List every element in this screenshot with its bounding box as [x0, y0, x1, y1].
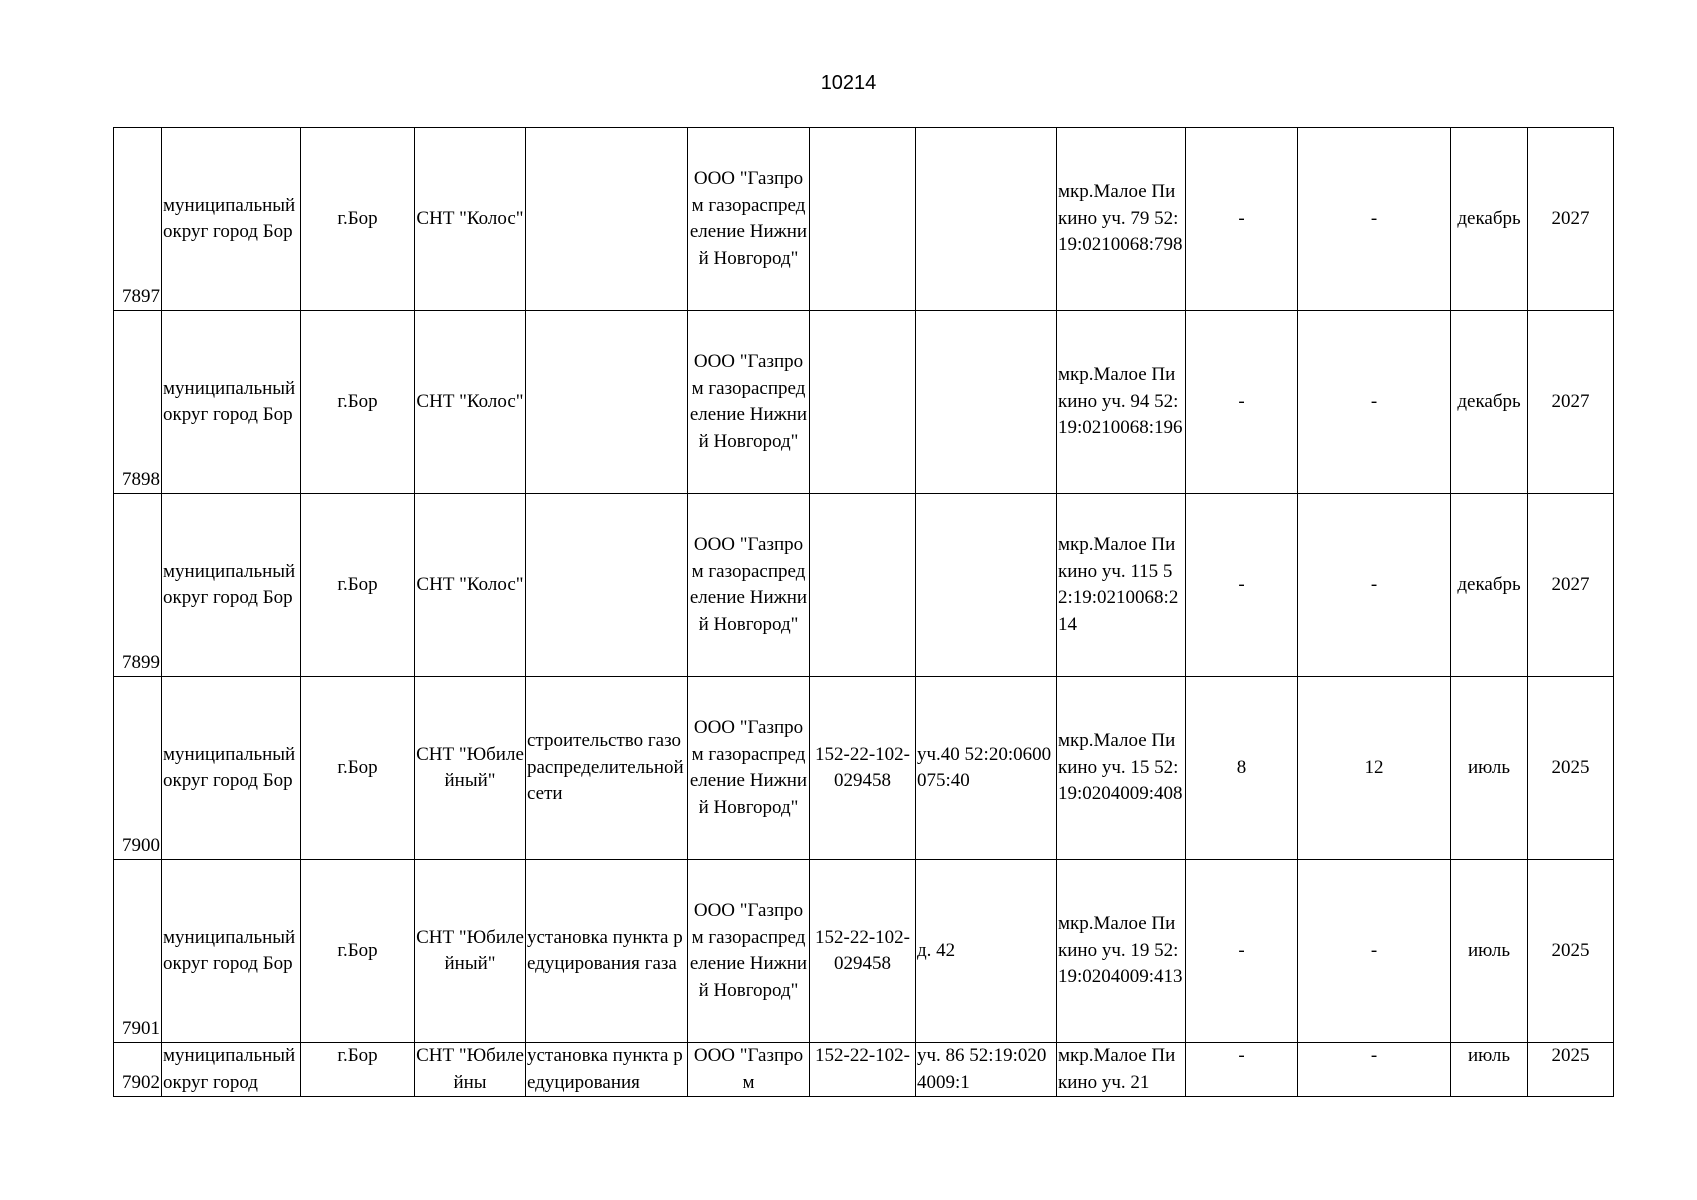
table-row — [114, 128, 1614, 311]
value-1-cell: - — [1186, 311, 1298, 494]
parcel-cell — [916, 128, 1057, 311]
work-type-cell — [526, 494, 688, 677]
city-cell: г.Бор — [301, 1043, 415, 1097]
month-cell: июль — [1451, 1043, 1528, 1097]
organization-cell: ООО "Газпром газораспределение Нижний Новгород" — [688, 311, 810, 494]
parcel-cell — [916, 311, 1057, 494]
location-cell: мкр.Малое Пикино уч. 79 52:19:0210068:798 — [1057, 128, 1186, 311]
value-2-cell: - — [1298, 494, 1451, 677]
month-cell: декабрь — [1451, 311, 1528, 494]
register-table — [113, 127, 1614, 1097]
parcel-cell — [916, 494, 1057, 677]
organization-cell: ООО "Газпром газораспределение Нижний Новгород" — [688, 860, 810, 1043]
year-cell: 2025 — [1528, 677, 1614, 860]
object-cell: СНТ "Колос" — [415, 311, 526, 494]
value-2-cell: - — [1298, 1043, 1451, 1097]
year-cell: 2027 — [1528, 494, 1614, 677]
city-cell: г.Бор — [301, 311, 415, 494]
organization-cell: ООО "Газпром — [688, 1043, 810, 1097]
table-row — [114, 677, 1614, 860]
district-cell: муниципальный округ город Бор — [162, 311, 301, 494]
location-cell: мкр.Малое Пикино уч. 21 — [1057, 1043, 1186, 1097]
location-cell: мкр.Малое Пикино уч. 15 52:19:0204009:408 — [1057, 677, 1186, 860]
work-type-cell — [526, 128, 688, 311]
row-number-cell: 7897 — [114, 128, 162, 311]
object-cell: СНТ "Юбилейны — [415, 1043, 526, 1097]
table-row — [114, 311, 1614, 494]
district-cell: муниципальный округ город Бор — [162, 128, 301, 311]
value-2-cell: - — [1298, 128, 1451, 311]
location-cell: мкр.Малое Пикино уч. 115 52:19:0210068:214 — [1057, 494, 1186, 677]
organization-cell: ООО "Газпром газораспределение Нижний Новгород" — [688, 494, 810, 677]
month-cell: декабрь — [1451, 128, 1528, 311]
year-cell: 2027 — [1528, 128, 1614, 311]
row-number-cell: 7898 — [114, 311, 162, 494]
year-cell: 2025 — [1528, 1043, 1614, 1097]
location-cell: мкр.Малое Пикино уч. 94 52:19:0210068:196 — [1057, 311, 1186, 494]
code-cell: 152-22-102- — [810, 1043, 916, 1097]
year-cell: 2025 — [1528, 860, 1614, 1043]
value-2-cell: - — [1298, 860, 1451, 1043]
code-cell — [810, 311, 916, 494]
district-cell: муниципальный округ город Бор — [162, 860, 301, 1043]
row-number-cell: 7902 — [114, 1043, 162, 1097]
month-cell: июль — [1451, 677, 1528, 860]
city-cell: г.Бор — [301, 677, 415, 860]
table-row — [114, 860, 1614, 1043]
parcel-cell: д. 42 — [916, 860, 1057, 1043]
object-cell: СНТ "Юбилейный" — [415, 860, 526, 1043]
organization-cell: ООО "Газпром газораспределение Нижний Новгород" — [688, 128, 810, 311]
table-row — [114, 494, 1614, 677]
value-1-cell: 8 — [1186, 677, 1298, 860]
value-1-cell: - — [1186, 494, 1298, 677]
district-cell: муниципальный округ город — [162, 1043, 301, 1097]
work-type-cell: строительство газораспределительной сети — [526, 677, 688, 860]
value-2-cell: - — [1298, 311, 1451, 494]
code-cell: 152-22-102-029458 — [810, 860, 916, 1043]
value-1-cell: - — [1186, 1043, 1298, 1097]
row-number-cell: 7899 — [114, 494, 162, 677]
organization-cell: ООО "Газпром газораспределение Нижний Новгород" — [688, 677, 810, 860]
code-cell: 152-22-102-029458 — [810, 677, 916, 860]
row-number-cell: 7900 — [114, 677, 162, 860]
parcel-cell: уч. 86 52:19:0204009:1 — [916, 1043, 1057, 1097]
table-row — [114, 1043, 1614, 1097]
work-type-cell — [526, 311, 688, 494]
object-cell: СНТ "Юбилейный" — [415, 677, 526, 860]
year-cell: 2027 — [1528, 311, 1614, 494]
object-cell: СНТ "Колос" — [415, 494, 526, 677]
register-body — [114, 128, 1614, 1097]
parcel-cell: уч.40 52:20:0600075:40 — [916, 677, 1057, 860]
month-cell: декабрь — [1451, 494, 1528, 677]
value-1-cell: - — [1186, 860, 1298, 1043]
value-1-cell: - — [1186, 128, 1298, 311]
code-cell — [810, 494, 916, 677]
district-cell: муниципальный округ город Бор — [162, 677, 301, 860]
work-type-cell: установка пункта редуцирования газа — [526, 860, 688, 1043]
city-cell: г.Бор — [301, 494, 415, 677]
row-number-cell: 7901 — [114, 860, 162, 1043]
code-cell — [810, 128, 916, 311]
location-cell: мкр.Малое Пикино уч. 19 52:19:0204009:413 — [1057, 860, 1186, 1043]
city-cell: г.Бор — [301, 128, 415, 311]
month-cell: июль — [1451, 860, 1528, 1043]
work-type-cell: установка пункта редуцирования — [526, 1043, 688, 1097]
value-2-cell: 12 — [1298, 677, 1451, 860]
district-cell: муниципальный округ город Бор — [162, 494, 301, 677]
object-cell: СНТ "Колос" — [415, 128, 526, 311]
page-number: 10214 — [820, 72, 877, 94]
city-cell: г.Бор — [301, 860, 415, 1043]
